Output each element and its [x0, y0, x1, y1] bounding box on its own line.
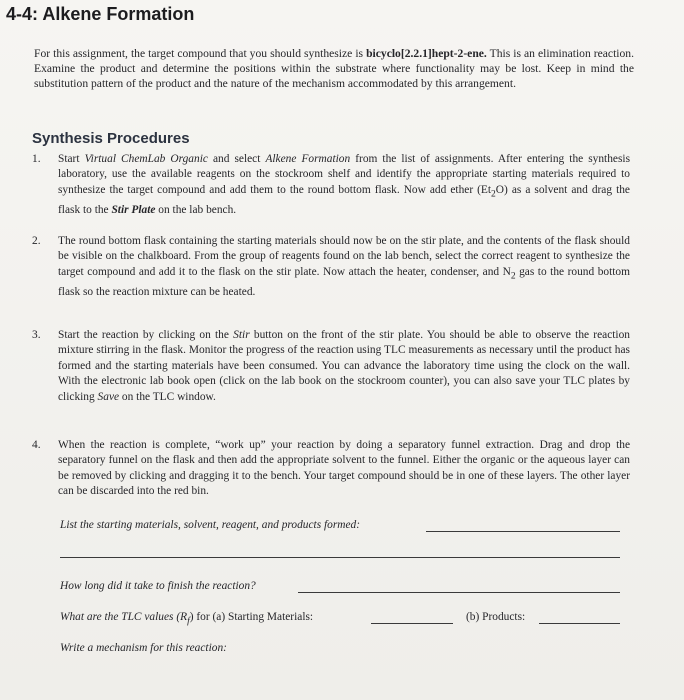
- subscript: 2: [491, 189, 496, 200]
- step-number: 4.: [32, 439, 41, 451]
- step-text-part: and select: [207, 153, 266, 165]
- subscript: 2: [510, 271, 516, 282]
- answer-line-materials[interactable]: [426, 531, 620, 532]
- step-text-part: Start the reaction by clicking on the: [58, 329, 234, 341]
- stir-plate-term: Stir Plate: [111, 203, 156, 216]
- answer-line-tlc-products[interactable]: [539, 623, 620, 624]
- assignment-name: Alkene Formation: [265, 153, 351, 165]
- step-text-part: The round bottom flask containing the starting materials should now be on the stir plate, and the contents of the flask should be visible on the chalkboard. From the group of reagents found on the lab bench, select the correct reagent to synthesize the target compound and add it to the flask on the stir plate. Now attach the heater, condenser, and N: [58, 235, 630, 278]
- procedure-step-3: [32, 328, 630, 405]
- answer-line-tlc-starting[interactable]: [371, 623, 453, 624]
- page-title: 4-4: Alkene Formation: [6, 4, 195, 24]
- step-number: 2.: [32, 235, 41, 247]
- subscript: f: [187, 616, 190, 627]
- step-text: [58, 328, 630, 405]
- intro-paragraph: [34, 46, 634, 92]
- step-text: [58, 152, 630, 218]
- stir-button-term: Stir: [233, 329, 250, 341]
- answer-line-reaction-time[interactable]: [298, 592, 620, 593]
- procedure-step-2: [32, 234, 630, 300]
- step-text-part: on the TLC window.: [119, 390, 216, 403]
- question-mechanism: Write a mechanism for this reaction:: [60, 642, 227, 654]
- step-text-part: Start: [58, 153, 85, 165]
- step-text-part: on the lab bench.: [155, 203, 237, 216]
- intro-text-end: This is an elimination reaction. Examine the product and determine the positions within the substrate where functionality may be lost. Keep in mind the substitution pattern of the product and the nature of the mechanism accommodated by this arrangement.: [34, 47, 635, 91]
- section-heading: Synthesis Procedures: [32, 130, 190, 147]
- procedure-step-1: [32, 152, 630, 218]
- step-text-part: gas to the round bottom flask so the reaction mixture can be heated.: [58, 265, 630, 298]
- intro-text-start: For this assignment, the target compound that you should synthesize is: [34, 47, 367, 60]
- step-number: 1.: [32, 153, 41, 165]
- question-reaction-time: How long did it take to finish the reaction?: [60, 580, 256, 592]
- question-tlc-values: [60, 611, 313, 626]
- step-text-part: from the list of assignments. After entering the synthesis laboratory, use the available reagents on the stockroom shelf and identify the appropriate starting materials required to synthesize the target compound and add them to the round bottom flask. Now add ether (Et: [58, 153, 631, 196]
- answer-line-materials-continued[interactable]: [60, 557, 620, 558]
- tlc-question-text: What are the TLC values (R: [60, 611, 188, 623]
- step-text: [58, 234, 630, 300]
- tlc-products-label: (b) Products:: [466, 611, 526, 623]
- save-term: Save: [97, 390, 120, 403]
- step-text-part: button on the front of the stir plate. You should be able to observe the reaction mixture stirring in the flask. Monitor the progress of the reaction using TLC measurements as necessary until the product has formed and the starting materials have been consumed. You can advance the laboratory time using the clock on the wall. With the electronic lab book open (click on the lab book on the stockroom counter), you can also save your TLC plates by clicking: [58, 329, 630, 403]
- step-number: 3.: [32, 329, 41, 341]
- target-compound: bicyclo[2.2.1]hept-2-ene.: [366, 47, 487, 60]
- tlc-question-text: ) for (a) Starting Materials:: [189, 611, 314, 623]
- step-text: When the reaction is complete, “work up” your reaction by doing a separatory funnel extraction. Drag and drop the separatory funnel on the flask and then add the appropriate solvent to the funnel. Either the organic or the aqueous layer can be removed by clicking and dragging it to the bench. Your target compound should be in one of these layers. The other layer can be discarded into the red bin.: [58, 439, 630, 498]
- question-list-materials: List the starting materials, solvent, reagent, and products formed:: [60, 519, 361, 531]
- step-text-part: O) as a solvent and drag the flask to the: [58, 183, 630, 216]
- app-name: Virtual ChemLab Organic: [84, 153, 208, 165]
- procedure-step-4: [32, 438, 630, 500]
